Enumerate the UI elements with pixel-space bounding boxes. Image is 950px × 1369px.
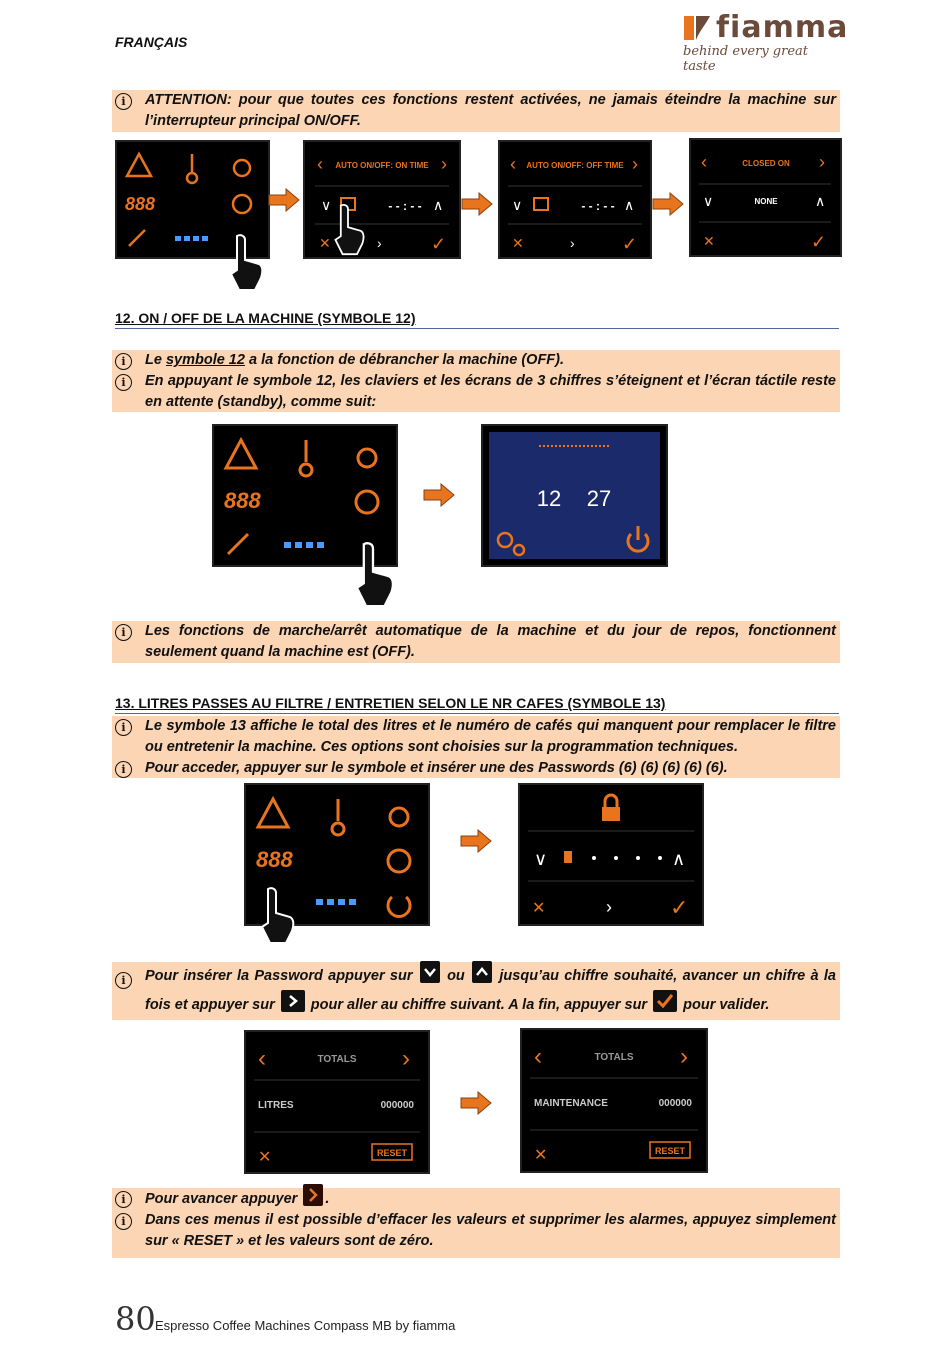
info-icon: i bbox=[115, 1191, 132, 1208]
reset-button-label: RESET bbox=[376, 1148, 408, 1158]
totals-litres-screen bbox=[244, 1030, 430, 1174]
svg-text:›: › bbox=[680, 1043, 688, 1070]
next-key-icon bbox=[281, 990, 305, 1012]
svg-text:‹: ‹ bbox=[701, 152, 707, 172]
chevron-up-icon: ∧ bbox=[433, 197, 444, 213]
power-icon bbox=[390, 808, 408, 826]
s2-title: AUTO ON/OFF: ON TIME bbox=[335, 161, 429, 170]
standby-hour: 12 bbox=[536, 486, 562, 511]
thermometer-icon bbox=[332, 823, 344, 835]
chevron-down-icon: ∨ bbox=[534, 849, 548, 869]
section-13-title: 13. LITRES PASSES AU FILTRE / ENTRETIEN SELON LE NR CAFES (SYMBOLE 13) bbox=[115, 695, 839, 714]
close-icon: ✕ bbox=[512, 235, 524, 251]
svg-text:888: 888 bbox=[125, 194, 156, 214]
info-icon: i bbox=[115, 374, 132, 391]
check-icon: ✓ bbox=[811, 232, 827, 252]
standby-minute: 27 bbox=[586, 486, 612, 511]
svg-text:888: 888 bbox=[224, 488, 261, 513]
s3-title: AUTO ON/OFF: OFF TIME bbox=[526, 161, 624, 170]
timer-icon bbox=[233, 195, 251, 213]
fiamma-logo bbox=[680, 10, 849, 74]
s2-value: - - : - - bbox=[388, 199, 422, 213]
closed-on-screen bbox=[689, 138, 842, 257]
page-number: 80 bbox=[115, 1300, 156, 1338]
svg-text:›: › bbox=[441, 154, 447, 174]
arrow-right-icon bbox=[460, 829, 492, 853]
svg-text:›: › bbox=[632, 154, 638, 174]
section-13-notes: i Le symbole 13 affiche le total des litres et le numéro de cafés qui manquent pour remplacer le filtre ou entretenir la machine. Ces options sont choisies sur la programmation techniques. i Pour acceder, appuyer sur le symbole et insérer une des Passwords (6) (6) (6) (6) (6). bbox=[112, 716, 840, 778]
s3-value: - - : - - bbox=[581, 199, 615, 213]
password-screen bbox=[518, 783, 704, 926]
maintenance-label: MAINTENANCE bbox=[534, 1098, 608, 1109]
thermometer-icon bbox=[300, 464, 312, 476]
chevron-up-key-icon bbox=[472, 961, 492, 983]
language-label: FRANÇAIS bbox=[115, 34, 188, 50]
s4-value: NONE bbox=[754, 197, 778, 206]
standby-screen bbox=[481, 424, 668, 567]
litres-value: 000000 bbox=[380, 1100, 414, 1111]
svg-text:888: 888 bbox=[256, 847, 293, 872]
close-icon: ✕ bbox=[258, 1149, 272, 1166]
next-icon: › bbox=[377, 235, 382, 251]
close-icon: ✕ bbox=[532, 900, 546, 917]
hand-pointer-icon bbox=[225, 232, 265, 292]
arrow-right-icon bbox=[423, 483, 455, 507]
chevron-up-icon: ∧ bbox=[624, 197, 635, 213]
s4-title: CLOSED ON bbox=[742, 159, 790, 168]
chevron-down-icon: ∨ bbox=[321, 197, 332, 213]
hand-pointer-icon bbox=[350, 538, 396, 610]
maintenance-value: 000000 bbox=[658, 1098, 692, 1109]
warning-icon bbox=[258, 799, 288, 827]
logo-brand: fiamma bbox=[716, 10, 849, 45]
info-icon: i bbox=[115, 1213, 132, 1230]
timer-icon bbox=[356, 491, 378, 513]
fiamma-mark-icon bbox=[682, 14, 712, 42]
svg-text:›: › bbox=[819, 152, 825, 172]
next-icon: › bbox=[606, 897, 612, 917]
next-icon: › bbox=[570, 235, 575, 251]
info-icon: i bbox=[115, 972, 132, 989]
close-icon: ✕ bbox=[534, 1147, 548, 1164]
totals-maintenance-screen bbox=[520, 1028, 708, 1173]
wrench-icon bbox=[129, 230, 145, 246]
check-key-icon bbox=[653, 990, 677, 1012]
info-icon: i bbox=[115, 624, 132, 641]
section-12-title: 12. ON / OFF DE LA MACHINE (SYMBOLE 12) bbox=[115, 310, 839, 329]
warning-icon bbox=[226, 440, 256, 468]
info-icon: i bbox=[115, 353, 132, 370]
litres-label: LITRES bbox=[258, 1100, 294, 1111]
chevron-up-icon: ∧ bbox=[672, 849, 686, 869]
power-icon bbox=[358, 449, 376, 467]
auto-off-time-screen bbox=[498, 140, 652, 259]
next-key-icon bbox=[303, 1184, 323, 1206]
arrow-right-icon bbox=[652, 192, 684, 216]
check-icon: ✓ bbox=[431, 234, 447, 254]
totals-title: TOTALS bbox=[594, 1052, 634, 1063]
symbole-12-link: symbole 12 bbox=[165, 352, 245, 368]
arrow-right-icon bbox=[461, 192, 493, 216]
chevron-down-icon: ∨ bbox=[703, 193, 714, 209]
auto-onoff-note: i Les fonctions de marche/arrêt automatique de la machine et du jour de repos, fonctionnent seulement quand la machine est (OFF). bbox=[112, 621, 840, 663]
svg-text:‹: ‹ bbox=[258, 1045, 266, 1072]
arrow-right-icon bbox=[268, 188, 300, 212]
warning-icon bbox=[127, 154, 151, 176]
info-icon: i bbox=[115, 761, 132, 778]
auto-on-time-screen bbox=[303, 140, 461, 259]
reset-notes: i Pour avancer appuyer . i Dans ces menus il est possible d’effacer les valeurs et supprimer les alarmes, appuyez simplement sur « RESET » et les valeurs sont de zéro. bbox=[112, 1188, 840, 1258]
password-instructions: i Pour insérer la Password appuyer sur ou jusqu’au chiffre souhaité, avancer un chifre à la fois et appuyer sur pour aller au chiffre suivant. A la fin, appuyer sur pour valider. bbox=[112, 962, 840, 1020]
arrow-right-icon bbox=[460, 1091, 492, 1115]
power-icon bbox=[388, 897, 410, 916]
footer-text: Espresso Coffee Machines Compass MB by fiamma bbox=[155, 1318, 456, 1333]
attention-text: ATTENTION: pour que toutes ces fonctions restent activées, ne jamais éteindre la machine sur l’interrupteur principal ON/OFF. bbox=[145, 92, 836, 129]
power-icon bbox=[234, 160, 250, 176]
reset-button-label: RESET bbox=[654, 1146, 686, 1156]
section-12-notes: i Le symbole 12 a la fonction de débrancher la machine (OFF). i En appuyant le symbole 12, les claviers et les écrans de 3 chiffres s’éteignent et l’écran táctile reste en attente (standby), comme suit: bbox=[112, 350, 840, 412]
attention-note bbox=[112, 90, 840, 132]
chevron-up-icon: ∧ bbox=[815, 193, 826, 209]
hand-pointer-icon bbox=[256, 885, 296, 945]
close-icon: ✕ bbox=[319, 235, 331, 251]
svg-text:‹: ‹ bbox=[534, 1043, 542, 1070]
logo-tagline: behind every great taste bbox=[683, 44, 808, 74]
info-icon: i bbox=[115, 719, 132, 736]
svg-text:›: › bbox=[402, 1045, 410, 1072]
check-icon: ✓ bbox=[622, 234, 638, 254]
info-icon: i bbox=[115, 93, 132, 110]
close-icon: ✕ bbox=[703, 233, 715, 249]
hand-pointer-icon bbox=[330, 200, 366, 258]
chevron-down-icon: ∨ bbox=[512, 197, 523, 213]
wrench-icon bbox=[228, 534, 248, 554]
chevron-down-key-icon bbox=[420, 961, 440, 983]
svg-text:‹: ‹ bbox=[510, 154, 516, 174]
svg-text:‹: ‹ bbox=[317, 154, 323, 174]
lock-icon bbox=[602, 795, 620, 821]
timer-icon bbox=[388, 850, 410, 872]
totals-title: TOTALS bbox=[317, 1054, 357, 1065]
check-icon: ✓ bbox=[670, 895, 689, 920]
